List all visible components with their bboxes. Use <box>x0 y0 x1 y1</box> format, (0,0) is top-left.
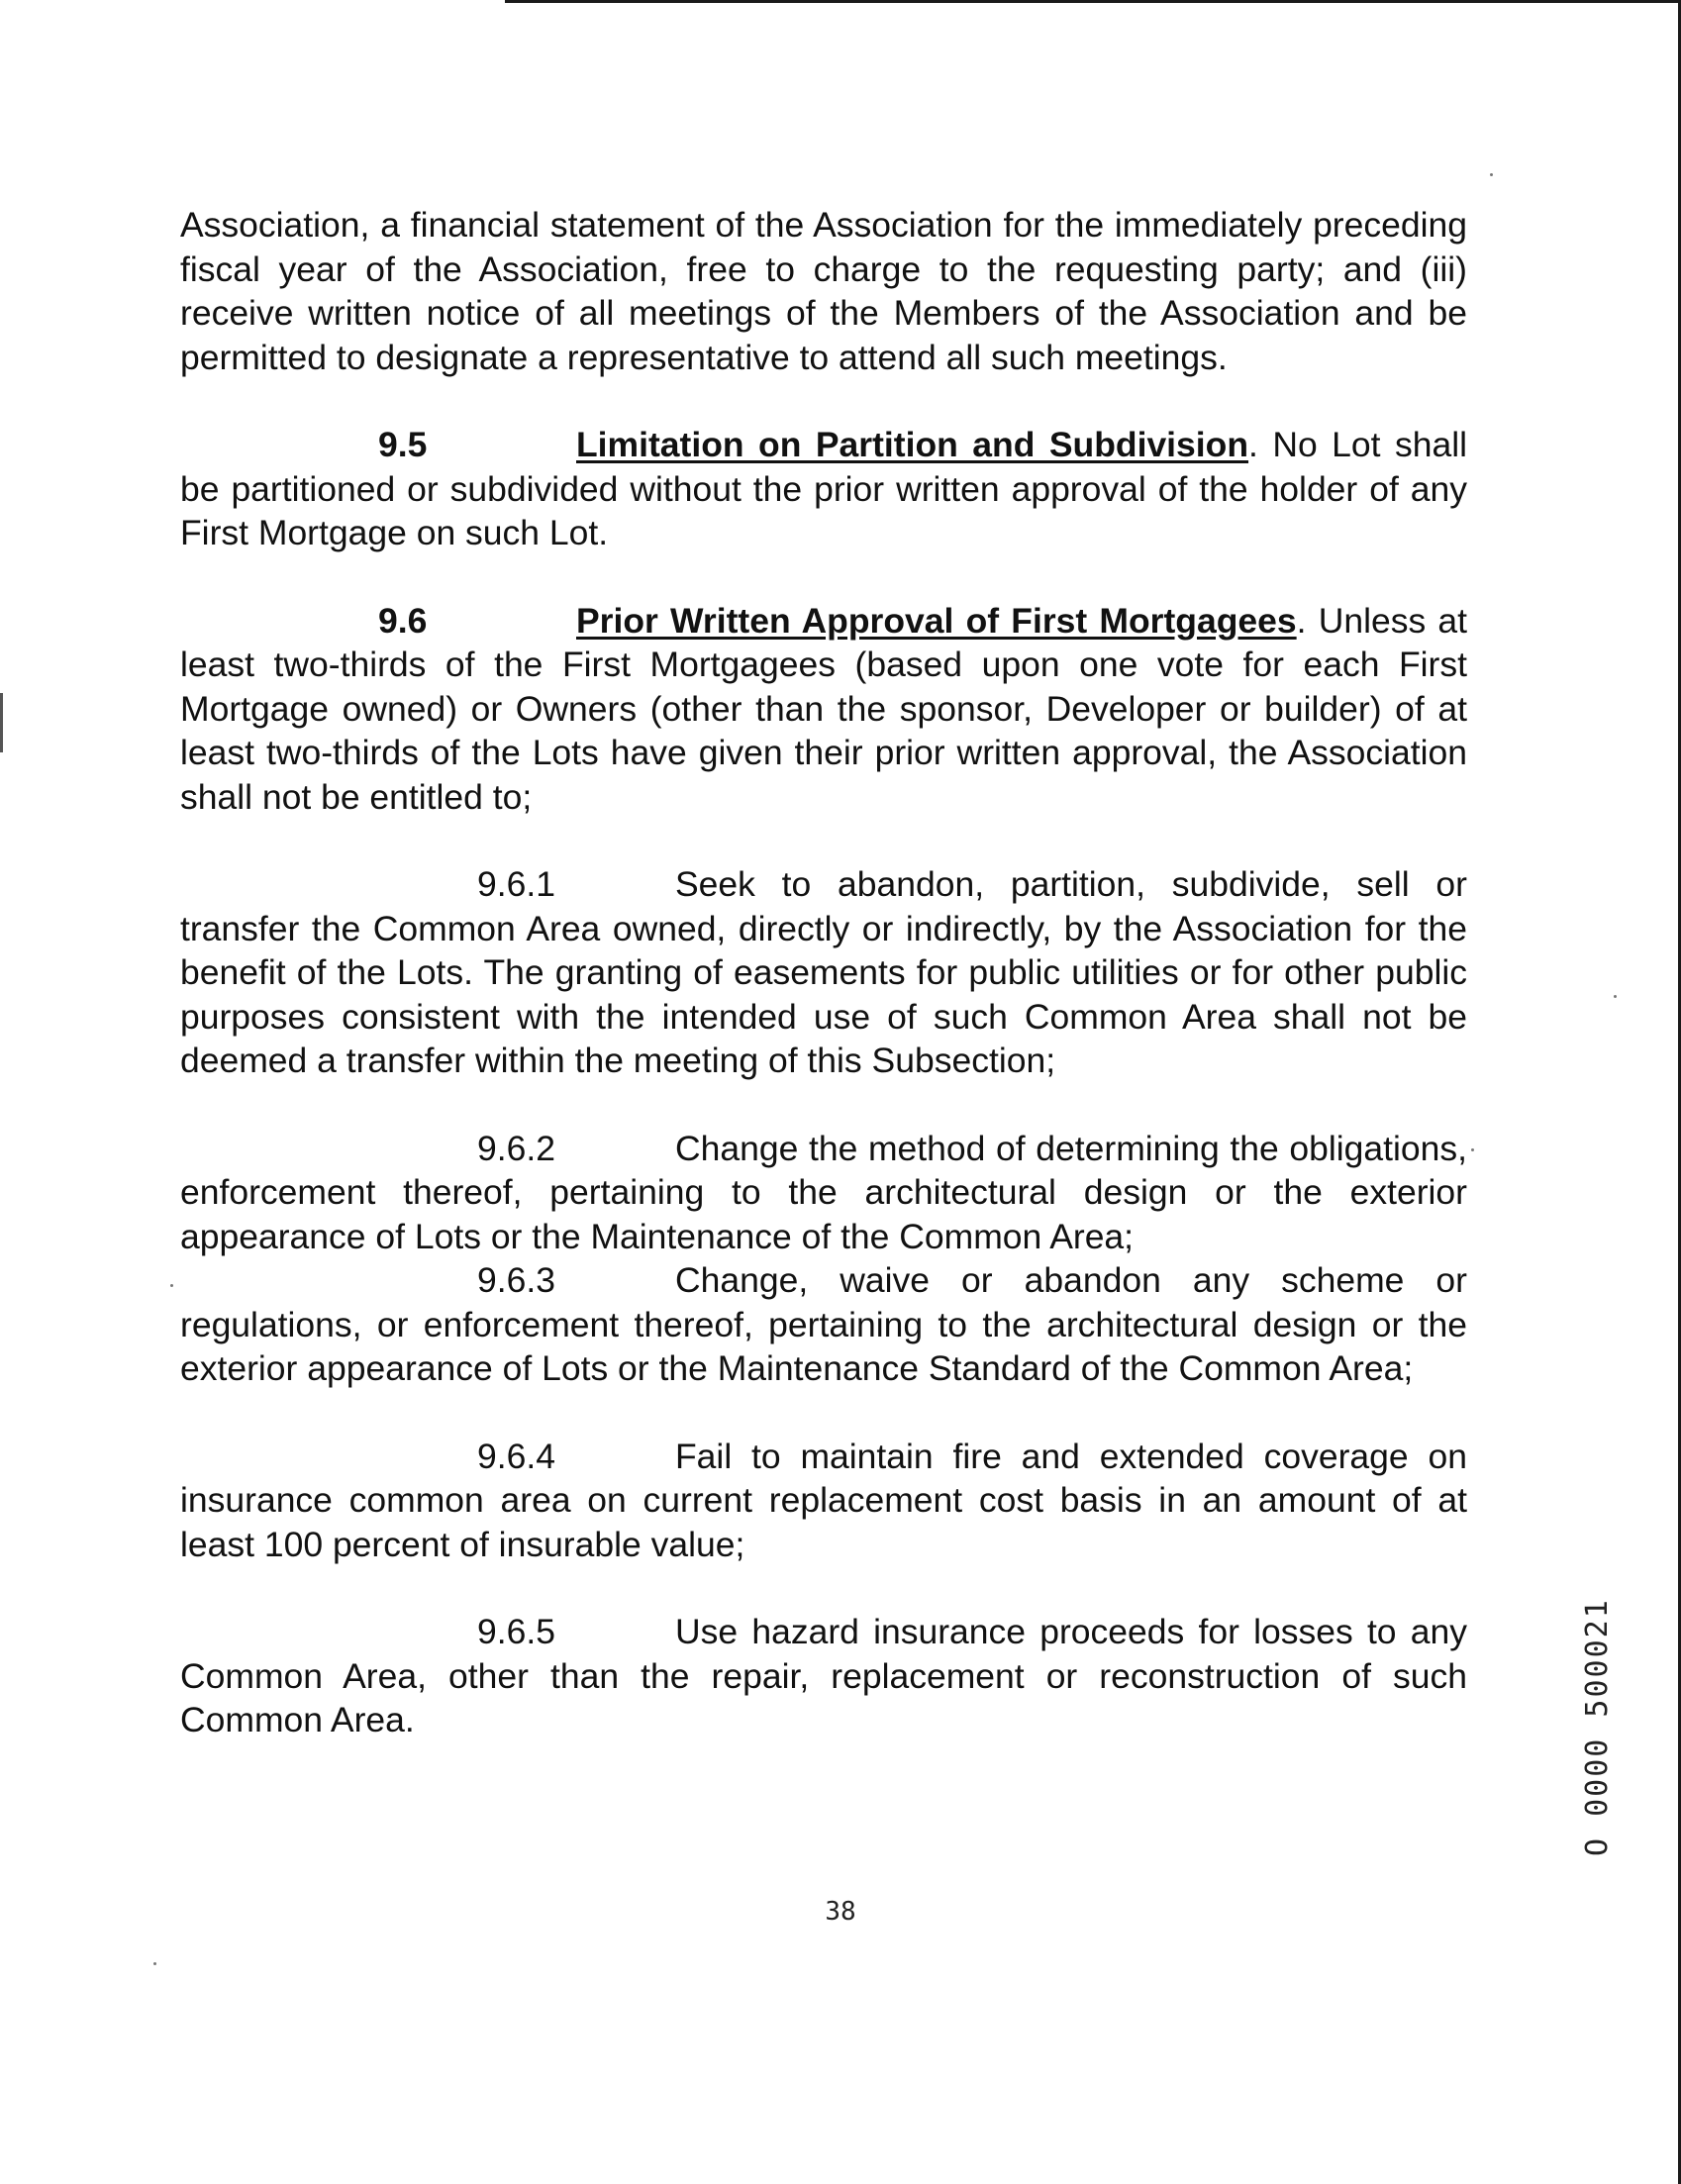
scan-speck <box>1490 173 1493 176</box>
section-body: No Lot shall be partitioned or subdivided without the prior written approval of the holder of any First Mortgage on such Lot. <box>180 425 1467 552</box>
section-9-5 <box>180 423 1467 555</box>
section-number: 9.6 <box>378 600 428 641</box>
subsection-text: Fail to maintain fire and extended coverage on insurance common area on current replacement cost basis in an amount of at least 100 percent of insurable value; <box>180 1436 1467 1564</box>
left-scan-mark <box>0 693 3 752</box>
subsection-text: Change the method of determining the obligations, enforcement thereof, pertaining to the architectural design or the exterior appearance of Lots or the Maintenance of the Common Area; <box>180 1128 1467 1256</box>
subsection-number: 9.6.2 <box>477 1128 555 1168</box>
subsection-text: Change, waive or abandon any scheme or regulations, or enforcement thereof, pertaining to the architectural design or the exterior appearance of Lots or the Maintenance Standard of the Common Area; <box>180 1260 1467 1388</box>
scan-speck <box>1614 995 1617 998</box>
subsection-9-6-2 <box>180 1127 1467 1259</box>
section-title-suffix: . <box>1248 425 1258 464</box>
subsection-number: 9.6.4 <box>477 1436 555 1476</box>
page-number: 38 <box>825 1897 856 1927</box>
document-page <box>180 203 1467 1742</box>
section-number: 9.5 <box>378 425 428 464</box>
section-title-suffix: . <box>1296 600 1307 641</box>
section-title: Prior Written Approval of First Mortgagees <box>576 600 1297 641</box>
section-9-6 <box>180 599 1467 820</box>
scan-speck <box>170 1284 173 1287</box>
scan-speck <box>1471 1148 1474 1151</box>
subsection-9-6-5 <box>180 1610 1467 1742</box>
section-title: Limitation on Partition and Subdivision <box>576 425 1249 464</box>
subsection-number: 9.6.3 <box>477 1260 555 1300</box>
subsection-text: Seek to abandon, partition, subdivide, sell or transfer the Common Area owned, directly or indirectly, by the Association for the benefit of the Lots. The granting of easements for public utilities or for other public purposes consistent with the intended use of such Common Area shall not be deemed a transfer within the meeting of this Subsection; <box>180 864 1467 1080</box>
subsection-number: 9.6.5 <box>477 1612 555 1651</box>
subsection-text: Use hazard insurance proceeds for losses to any Common Area, other than the repair, replacement or reconstruction of such Common Area. <box>180 1612 1467 1739</box>
subsection-9-6-3 <box>180 1258 1467 1391</box>
opening-paragraph: Association, a financial statement of the Association for the immediately preceding fiscal year of the Association, free to charge to the requesting party; and (iii) receive written notice of all meetings of the Members of the Association and be permitted to designate a representative to attend all such meetings. <box>180 205 1467 377</box>
subsection-9-6-4 <box>180 1435 1467 1567</box>
subsection-number: 9.6.1 <box>477 864 555 904</box>
scan-speck <box>153 1962 156 1965</box>
bates-number: O 0000 500021 <box>1580 1598 1615 1856</box>
section-body: Unless at least two-thirds of the First Mortgagees (based upon one vote for each First Mortgage owned) or Owners (other than the sponsor, Developer or builder) of at least two-thirds of the Lots have given their prior written approval, the Association shall not be entitled to; <box>180 600 1468 817</box>
top-scan-border <box>505 0 1681 3</box>
subsection-9-6-1 <box>180 862 1467 1083</box>
bates-stamp <box>1574 1589 1614 1866</box>
